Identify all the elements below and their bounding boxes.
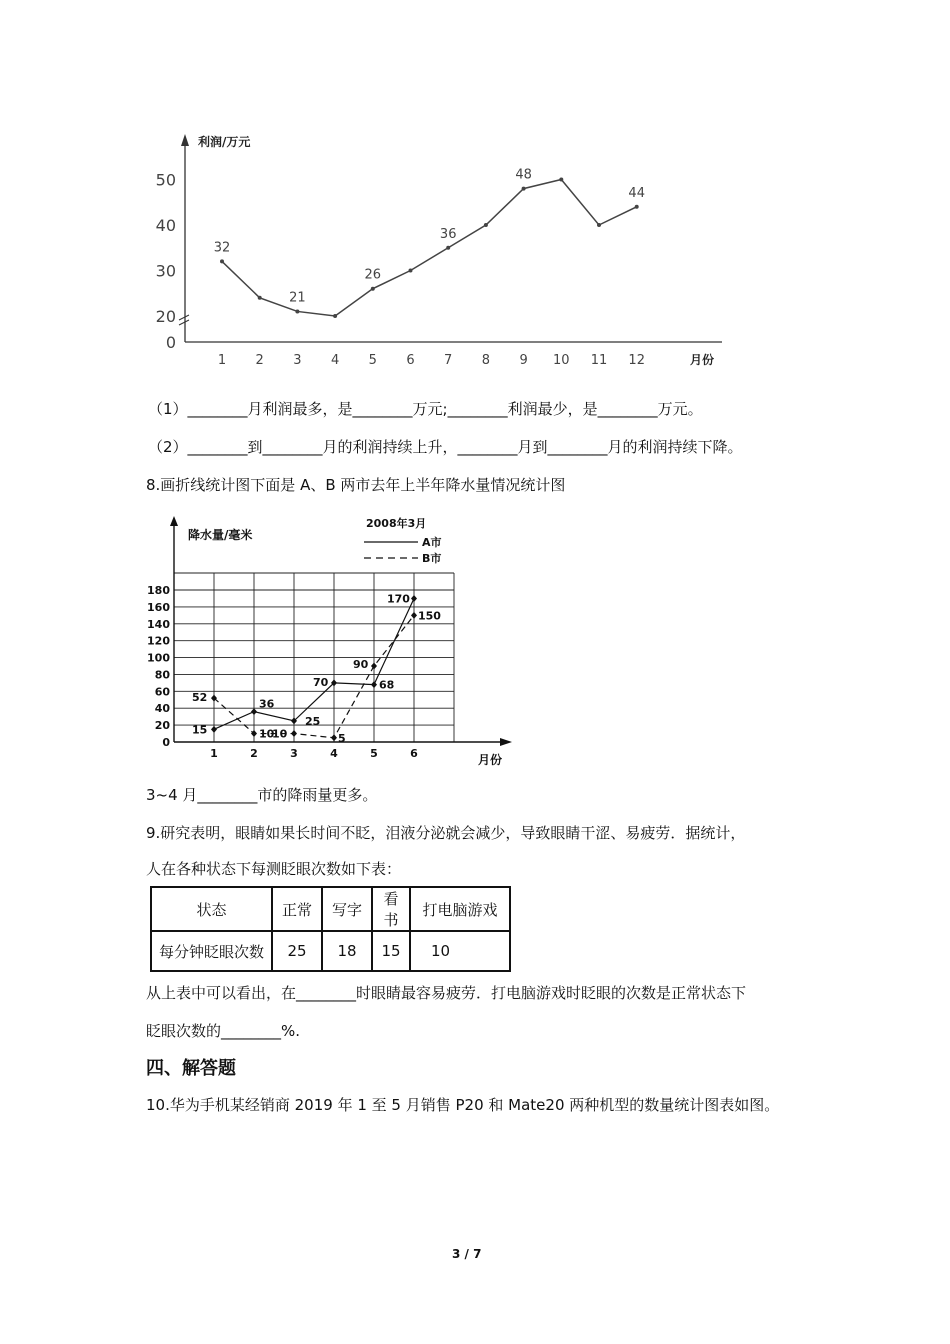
x-tick-label: 2 <box>250 747 258 760</box>
table-cell: 写字 <box>322 887 372 931</box>
q9-after1: 从上表中可以看出，在________时眼睛最容易疲劳．打电脑游戏时眨眼的次数是正常状态下 <box>146 984 747 1002</box>
data-point <box>371 681 377 688</box>
y-axis-arrow <box>181 134 189 146</box>
x-tick-label: 5 <box>370 747 378 760</box>
chart-grid <box>170 516 512 746</box>
q9-after2: 眨眼次数的________%. <box>146 1022 301 1040</box>
data-point <box>220 259 224 263</box>
chart-series <box>220 178 639 319</box>
data-label: 15 <box>192 723 208 737</box>
data-point <box>411 612 417 619</box>
y-tick-label: 180 <box>147 584 170 597</box>
data-label: 10 <box>259 727 275 741</box>
y-tick-label: 100 <box>147 651 170 665</box>
chart-data-labels <box>214 168 645 306</box>
legend-a: A市 <box>422 536 442 549</box>
legend <box>364 535 442 565</box>
x-tick-label: 11 <box>590 353 608 368</box>
data-point <box>371 663 377 670</box>
x-axis-title: 月份 <box>478 753 503 767</box>
table-cell: 15 <box>372 931 410 971</box>
x-tick-label: 5 <box>368 353 377 368</box>
precipitation-line-chart <box>140 508 540 773</box>
y-tick-label: 50 <box>155 170 176 190</box>
data-point <box>411 595 417 602</box>
data-point <box>251 708 257 715</box>
blink-count-table <box>150 886 511 972</box>
table-cell: 正常 <box>272 887 322 931</box>
y-tick-label: 120 <box>147 634 170 648</box>
x-tick-label: 1 <box>210 747 218 760</box>
table-cell: 打电脑游戏 <box>410 887 510 931</box>
table-cell: 状态 <box>151 887 272 931</box>
series-a-line <box>214 598 414 729</box>
y-tick-label: 140 <box>147 617 170 631</box>
y-tick-label: 40 <box>154 702 170 716</box>
x-tick-label: 6 <box>410 747 418 760</box>
page-number: 3 / 7 <box>452 1247 482 1261</box>
y-tick-label: 80 <box>154 668 170 682</box>
chart-tick-labels <box>156 171 645 369</box>
q7-line2: （2）________到________月的利润持续上升，________月到________月的利润持续下降。 <box>148 438 743 456</box>
y-tick-label: 20 <box>155 307 176 326</box>
data-point <box>258 296 262 300</box>
data-point <box>291 730 297 737</box>
y-tick-label: 60 <box>154 685 170 699</box>
x-tick-label: 4 <box>330 747 338 760</box>
data-point <box>333 314 337 318</box>
data-label: 5 <box>338 731 346 745</box>
legend-b: B市 <box>422 552 442 565</box>
x-tick-label: 6 <box>406 353 415 368</box>
x-tick-label: 3 <box>290 747 298 760</box>
data-label: 25 <box>305 714 321 728</box>
data-point <box>331 734 337 741</box>
table-header-row <box>151 887 510 931</box>
section-title: 四、解答题 <box>146 1058 236 1079</box>
data-label: 68 <box>379 678 395 692</box>
data-label: 52 <box>192 691 208 705</box>
axis-break <box>179 315 189 325</box>
y-axis-title: 利润/万元 <box>198 135 251 149</box>
x-tick-label: 2 <box>255 353 264 368</box>
y-tick-label: 0 <box>165 333 176 352</box>
y-tick-label: 30 <box>155 261 176 281</box>
q10-prompt: 10.华为手机某经销商 2019 年 1 至 5 月销售 P20 和 Mate20 两种机型的数量统计图表如图。 <box>146 1096 780 1114</box>
x-axis-title: 月份 <box>690 353 715 367</box>
q9-line1: 9.研究表明，眼睛如果长时间不眨，泪液分泌就会减少，导致眼睛干涩、易疲劳．据统计， <box>146 824 746 842</box>
q9-line2: 人在各种状态下每测眨眼次数如下表： <box>146 860 402 878</box>
x-tick-label: 1 <box>217 353 227 368</box>
table-cell: 25 <box>272 931 322 971</box>
data-point <box>446 246 450 250</box>
data-point <box>635 205 639 209</box>
data-point <box>409 269 413 273</box>
chart-title: 2008年3月 <box>366 517 427 530</box>
y-tick-label: 160 <box>147 600 170 614</box>
table-row <box>151 931 510 971</box>
table-cell: 每分钟眨眼次数 <box>151 931 272 971</box>
q8-prompt: 8.画折线统计图下面是 A、B 两市去年上半年降水量情况统计图 <box>146 476 566 494</box>
y-tick-label: 20 <box>154 719 170 733</box>
data-label: 21 <box>289 290 306 306</box>
data-label: 48 <box>515 167 532 183</box>
data-point <box>211 726 217 733</box>
x-tick-label: 8 <box>481 353 491 368</box>
data-label: 36 <box>439 226 457 242</box>
data-label: 90 <box>353 658 369 671</box>
data-label: 36 <box>259 697 275 711</box>
data-point <box>484 223 488 227</box>
x-tick-label: 12 <box>628 353 645 368</box>
x-tick-label: 3 <box>293 353 302 368</box>
data-label: 150 <box>418 609 441 623</box>
profit-line-chart <box>150 128 750 378</box>
data-label: 26 <box>364 267 382 283</box>
data-point <box>597 223 601 227</box>
data-point <box>371 287 375 291</box>
table-cell: 看书 <box>372 887 410 931</box>
x-tick-label: 7 <box>444 353 453 368</box>
x-axis-arrow <box>500 738 512 746</box>
profit-series-line <box>222 180 637 317</box>
y-tick-label: 40 <box>155 216 176 235</box>
y-axis-title: 降水量/毫米 <box>188 528 253 542</box>
y-axis-arrow <box>170 516 178 526</box>
data-label: 170 <box>387 592 410 606</box>
data-label: 10 <box>272 727 288 741</box>
x-tick-label: 9 <box>519 353 528 368</box>
table-cell: 10 <box>410 931 510 971</box>
data-label: 32 <box>213 240 231 256</box>
x-tick-label: 4 <box>330 353 340 368</box>
data-point <box>522 187 526 191</box>
q8-question: 3~4 月________市的降雨量更多。 <box>146 786 378 804</box>
y-tick-label: 0 <box>162 736 170 749</box>
table-cell: 18 <box>322 931 372 971</box>
data-point <box>559 178 563 182</box>
data-label: 44 <box>628 185 645 201</box>
x-tick-label: 10 <box>553 353 570 368</box>
data-point <box>295 309 299 313</box>
data-label: 70 <box>313 675 329 689</box>
q7-line1: （1）________月利润最多，是________万元;________利润最少，是________万元。 <box>148 400 703 418</box>
